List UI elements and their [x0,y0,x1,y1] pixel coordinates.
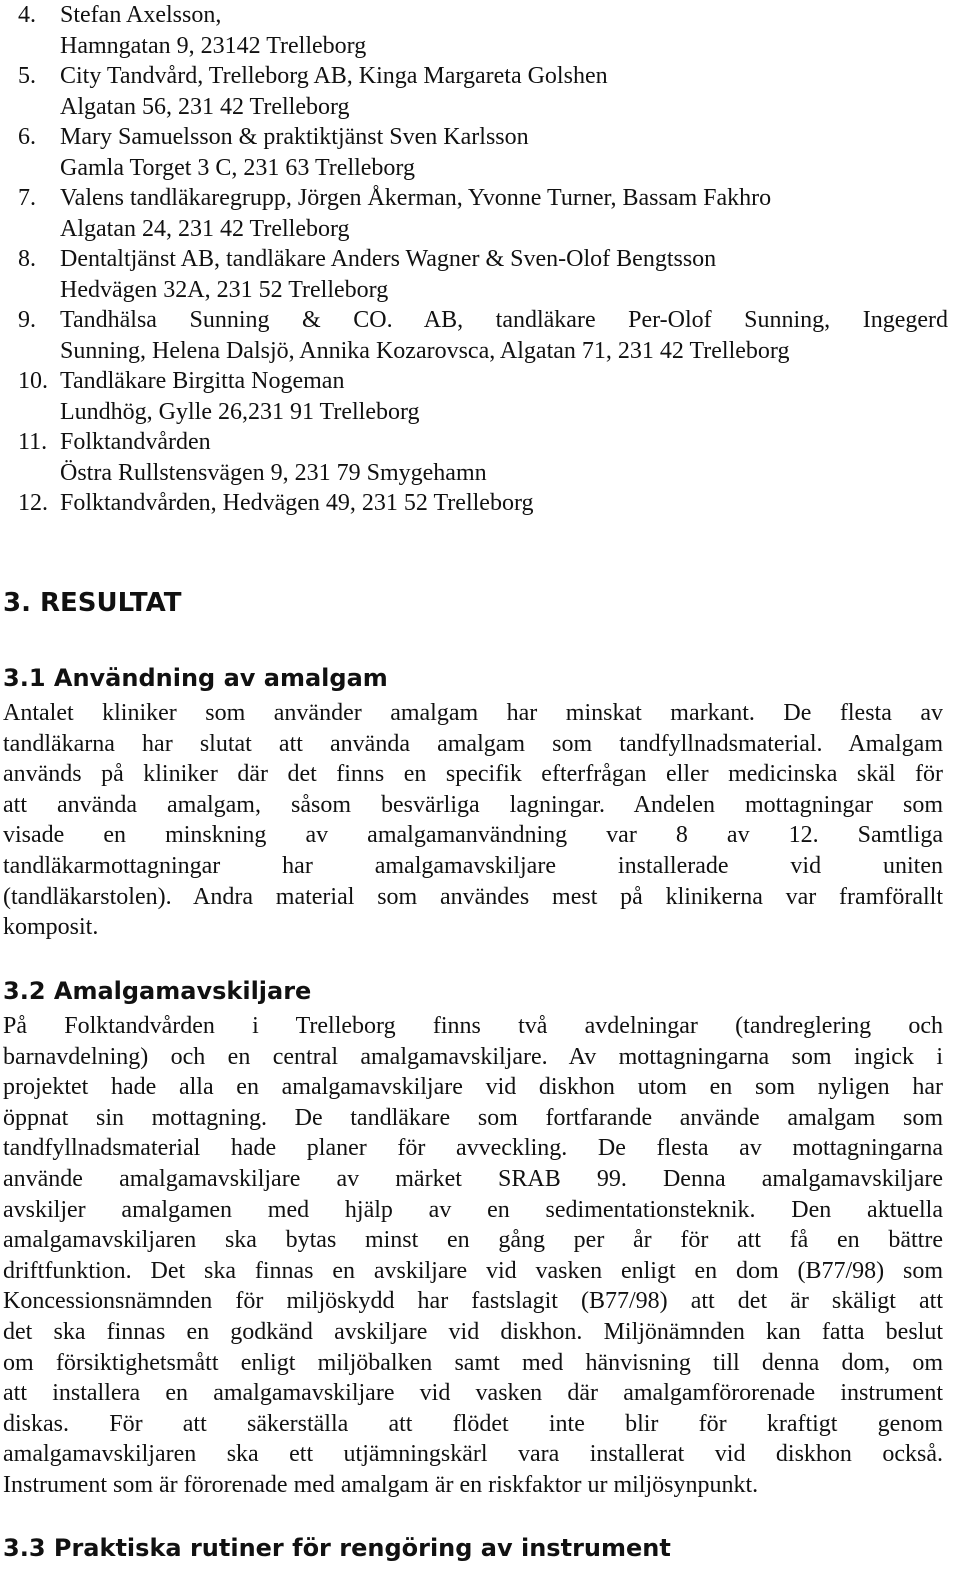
list-line: Östra Rullstensvägen 9, 231 79 Smygehamn [60,459,487,486]
paragraph-line: tandfyllnadsmaterial hade planer för avveckling. De flesta av mottagningarna [3,1135,943,1162]
paragraph-line: amalgamavskiljaren ska bytas minst en gång per år för att få en bättre [3,1227,943,1254]
section-heading-3-2: 3.2 Amalgamavskiljare [3,977,312,1005]
list-number: 10. [18,368,48,394]
paragraph-line: Koncessionsnämnden för miljöskydd har fastslagit (B77/98) att det är skäligt att [3,1288,943,1315]
list-item [18,427,948,488]
paragraph-line: används på kliniker där det finns en specifik efterfrågan eller medicinska skäl för [3,761,943,788]
paragraph-line: det ska finnas en godkänd avskiljare vid diskhon. Miljönämnden kan fatta beslut [3,1318,943,1345]
paragraph-line: om försiktighetsmått enligt miljöbalken samt med hänvisning till denna dom, om [3,1349,943,1376]
list-line: Mary Samuelsson & praktiktjänst Sven Karlsson [60,124,529,150]
paragraph-line: öppnat sin mottagning. De tandläkare som fortfarande använde amalgam som [3,1104,943,1131]
paragraph-line: avskiljer amalgamen med hjälp av en sedimentationsteknik. Den aktuella [3,1196,943,1223]
list-item [18,488,948,519]
list-item [18,122,948,183]
list-line: Tandläkare Birgitta Nogeman [60,368,345,394]
paragraph-line: driftfunktion. Det ska finnas en avskiljare vid vasken enligt en dom (B77/98) som [3,1257,943,1284]
list-line: Dentaltjänst AB, tandläkare Anders Wagner & Sven-Olof Bengtsson [60,246,717,272]
list-line: City Tandvård, Trelleborg AB, Kinga Margareta Golshen [60,63,608,89]
paragraph-line: att installera en amalgamavskiljare vid vasken där amalgamförorenade instrument [3,1380,943,1407]
list-line: Tandhälsa Sunning & CO. AB, tandläkare Per-Olof Sunning, Ingegerd [60,307,948,333]
paragraph-line: använde amalgamavskiljare av märket SRAB 99. Denna amalgamavskiljare [3,1165,943,1192]
list-number: 9. [18,307,36,333]
list-number: 5. [18,63,36,89]
paragraph-line: tandläkarna har slutat att använda amalgam som tandfyllnadsmaterial. Amalgam [3,730,943,757]
list-item [18,183,948,244]
paragraph-3-2 [3,1011,943,1501]
list-item [18,244,948,305]
clinic-list [18,0,948,519]
paragraph-line: På Folktandvården i Trelleborg finns två avdelningar (tandreglering och [3,1013,943,1039]
section-heading-result: 3. RESULTAT [3,588,182,618]
section-heading-3-3: 3.3 Praktiska rutiner för rengöring av instrument [3,1534,671,1562]
list-number: 11. [18,429,48,455]
list-number: 4. [18,2,36,28]
list-item [18,305,948,366]
list-item [18,366,948,427]
paragraph-line: projektet hade alla en amalgamavskiljare vid diskhon utom en som nyligen har [3,1074,943,1101]
list-number: 12. [18,490,48,516]
list-line: Hedvägen 32A, 231 52 Trelleborg [60,276,389,303]
paragraph-line: Antalet kliniker som använder amalgam har minskat markant. De flesta av [3,700,943,726]
list-line: Gamla Torget 3 C, 231 63 Trelleborg [60,154,415,181]
list-line: Algatan 24, 231 42 Trelleborg [60,215,350,242]
paragraph-line: amalgamavskiljaren ska ett utjämningskärl vara installerat vid diskhon också. [3,1441,943,1468]
paragraph-line: barnavdelning) och en central amalgamavskiljare. Av mottagningarna som ingick i [3,1043,943,1070]
paragraph-line: Instrument som är förorenade med amalgam är en riskfaktor ur miljösynpunkt. [3,1471,759,1498]
list-line: Valens tandläkaregrupp, Jörgen Åkerman, Yvonne Turner, Bassam Fakhro [60,185,772,211]
list-number: 8. [18,246,36,272]
list-item [18,61,948,122]
list-number: 7. [18,185,36,211]
list-line: Hamngatan 9, 23142 Trelleborg [60,32,367,59]
section-heading-3-1: 3.1 Användning av amalgam [3,664,388,692]
paragraph-line: att använda amalgam, såsom besvärliga lagningar. Andelen mottagningar som [3,791,943,818]
list-number: 6. [18,124,36,150]
paragraph-line: diskas. För att säkerställa att flödet inte blir för kraftigt genom [3,1410,943,1437]
list-item [18,0,948,61]
paragraph-line: (tandläkarstolen). Andra material som användes mest på klinikerna var framförallt [3,883,943,910]
list-line: Stefan Axelsson, [60,2,222,28]
list-line: Sunning, Helena Dalsjö, Annika Kozarovsca, Algatan 71, 231 42 Trelleborg [60,337,790,364]
list-line: Algatan 56, 231 42 Trelleborg [60,93,350,120]
list-line: Folktandvården [60,429,211,455]
list-line: Folktandvården, Hedvägen 49, 231 52 Trelleborg [60,490,534,516]
paragraph-line: tandläkarmottagningar har amalgamavskiljare installerade vid uniten [3,852,943,879]
paragraph-3-1 [3,698,943,943]
paragraph-line: komposit. [3,914,99,941]
list-line: Lundhög, Gylle 26,231 91 Trelleborg [60,398,420,425]
paragraph-line: visade en minskning av amalgamanvändning var 8 av 12. Samtliga [3,822,943,849]
